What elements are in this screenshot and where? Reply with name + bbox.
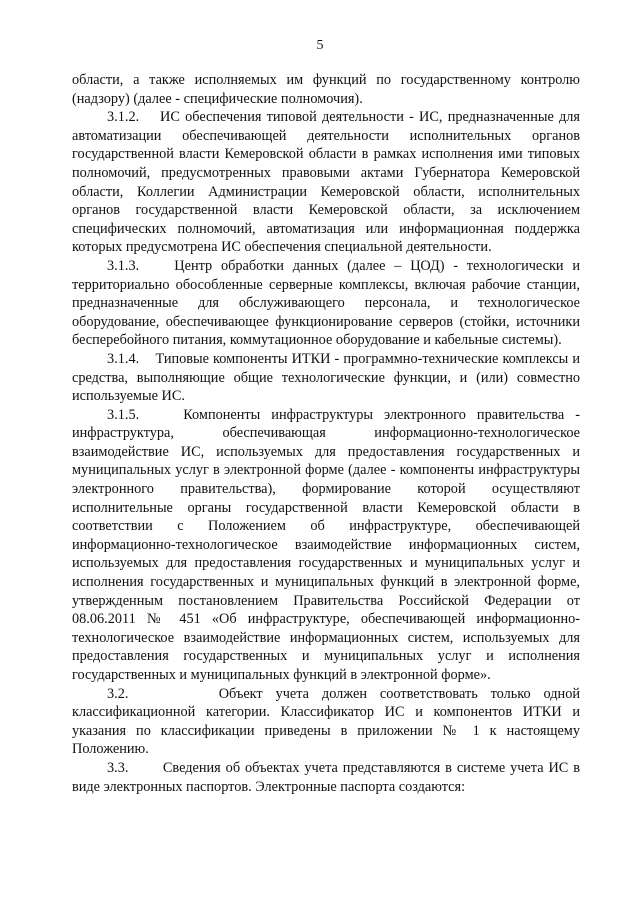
paragraph-3-1-5: 3.1.5. Компоненты инфраструктуры электронного правительства - инфраструктура, обеспечивающая информационно-технологическое взаимодействие ИС, используемых для предоставления государственных и муниципальных услуг в электронной форме (далее - компоненты инфраструктуры электронного правительства), формирование которой осуществляют исполнительные органы государственной власти Кемеровской области в соответствии с Положением об инфраструктуре, обеспечивающей информационно-технологическое взаимодействие информационных систем, используемых для предоставления государственных и муниципальных услуг и исполнения государственных и муниципальных функций в электронной форме, утвержденным постановлением Правительства Российской Федерации от 08.06.2011 № 451 «Об инфраструктуре, обеспечивающей информационно-технологическое взаимодействие информационных систем, используемых для предоставления государственных и муниципальных услуг и исполнения государственных и муниципальных функций в электронной форме». [72, 406, 580, 683]
paragraph-3-1-3: 3.1.3. Центр обработки данных (далее – ЦОД) - технологически и территориально обособленные серверные комплексы, включая рабочие станции, предназначенные для обслуживающего персонала, и технологическое оборудование, обеспечивающее функционирование серверов (стойки, источники бесперебойного питания, коммутационное оборудование и кабельные системы). [72, 257, 580, 349]
paragraph-3-1-2: 3.1.2. ИС обеспечения типовой деятельности - ИС, предназначенные для автоматизации обеспечивающей деятельности исполнительных органов государственной власти Кемеровской области в рамках исполнения ими типовых полномочий, предусмотренных правовыми актами Губернатора Кемеровской области, Коллегии Администрации Кемеровской области, исполнительных органов государственной власти Кемеровской области, за исключением специфических полномочий, автоматизация или информационная поддержка которых предусмотрена ИС обеспечения специальной деятельности. [72, 109, 580, 256]
paragraph-continuation: области, а также исполняемых им функций по государственному контролю (надзору) (далее - специфические полномочия). [72, 72, 580, 107]
paragraph-3-2: 3.2. Объект учета должен соответствовать только одной классификационной категории. Классификатор ИС и компонентов ИТКИ и указания по классификации приведены в приложении № 1 к настоящему Положению. [72, 685, 580, 758]
document-body [72, 71, 580, 796]
paragraph-3-1-4: 3.1.4. Типовые компоненты ИТКИ - программно-технические комплексы и средства, выполняющие общие технологические функции, и (или) совместно используемые ИС. [72, 350, 580, 405]
paragraph-3-3: 3.3. Сведения об объектах учета представляются в системе учета ИС в виде электронных паспортов. Электронные паспорта создаются: [72, 759, 580, 795]
page-number: 5 [316, 38, 324, 53]
